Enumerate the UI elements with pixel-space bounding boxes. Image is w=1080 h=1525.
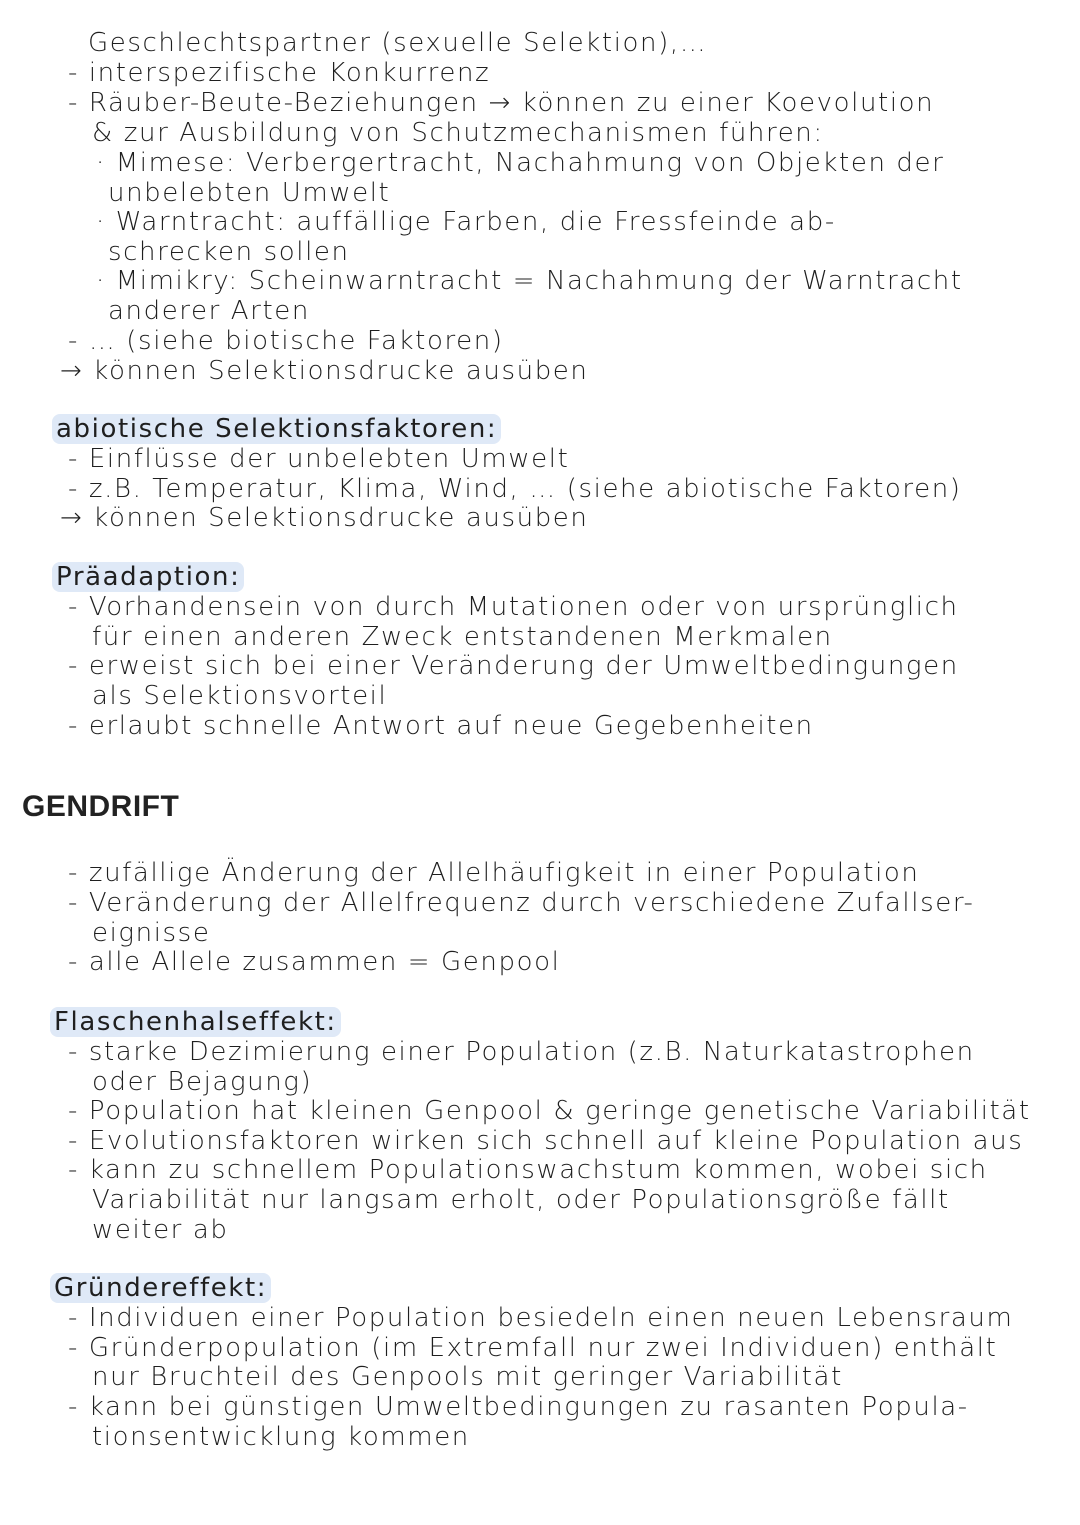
note-line: weiter ab — [92, 1215, 229, 1245]
subheading-highlighted: Flaschenhalseffekt: — [50, 1007, 341, 1037]
section-heading-gendrift: GENDRIFT — [22, 790, 180, 823]
note-line: & zur Ausbildung von Schutzmechanismen führen: — [92, 118, 824, 148]
note-line: - Veränderung der Allelfrequenz durch verschiedene Zufallser- — [68, 888, 975, 918]
note-line: → können Selektionsdrucke ausüben — [60, 503, 589, 533]
note-line: - zufällige Änderung der Allelhäufigkeit in einer Population — [68, 858, 920, 888]
note-line: Variabilität nur langsam erholt, oder Populationsgröße fällt — [92, 1185, 950, 1215]
note-line: - Räuber-Beute-Beziehungen → können zu einer Koevolution — [68, 88, 935, 118]
note-line: - starke Dezimierung einer Population (z.B. Naturkatastrophen — [68, 1037, 975, 1067]
note-line: - kann zu schnellem Populationswachstum kommen, wobei sich — [68, 1155, 988, 1185]
note-line: Geschlechtspartner (sexuelle Selektion),… — [88, 28, 708, 58]
note-line: für einen anderen Zweck entstandenen Merkmalen — [92, 622, 833, 652]
note-line: - erweist sich bei einer Veränderung der Umweltbedingungen — [68, 651, 959, 681]
subheading-highlighted: abiotische Selektionsfaktoren: — [52, 414, 501, 444]
note-line: - alle Allele zusammen = Genpool — [68, 947, 561, 977]
note-line: schrecken sollen — [108, 237, 350, 267]
note-line: - kann bei günstigen Umweltbedingungen zu rasanten Popula- — [68, 1392, 969, 1422]
subheading-highlighted: Präadaption: — [52, 562, 244, 592]
note-line: · Mimikry: Scheinwarntracht = Nachahmung der Warntracht — [96, 266, 963, 296]
note-line: - … (siehe biotische Faktoren) — [68, 326, 504, 356]
note-line: - interspezifische Konkurrenz — [68, 58, 491, 88]
note-line: · Mimese: Verbergertracht, Nachahmung von Objekten der — [96, 148, 945, 178]
note-line: - Vorhandensein von durch Mutationen oder von ursprünglich — [68, 592, 959, 622]
note-line: · Warntracht: auffällige Farben, die Fressfeinde ab- — [96, 207, 836, 237]
note-line: - z.B. Temperatur, Klima, Wind, … (siehe abiotische Faktoren) — [68, 474, 962, 504]
note-line: - erlaubt schnelle Antwort auf neue Gegebenheiten — [68, 711, 814, 741]
note-line: - Individuen einer Population besiedeln einen neuen Lebensraum — [68, 1303, 1014, 1333]
subheading-highlighted: Gründereffekt: — [50, 1273, 271, 1303]
note-line: unbelebten Umwelt — [108, 178, 391, 208]
note-line: oder Bejagung) — [92, 1067, 313, 1097]
note-line: anderer Arten — [108, 296, 310, 326]
note-line: nur Bruchteil des Genpools mit geringer Variabilität — [92, 1362, 843, 1392]
note-line: → können Selektionsdrucke ausüben — [60, 356, 589, 386]
note-line: - Einflüsse der unbelebten Umwelt — [68, 444, 570, 474]
note-line: - Population hat kleinen Genpool & geringe genetische Variabilität — [68, 1096, 1031, 1126]
note-line: eignisse — [92, 918, 211, 948]
note-line: tionsentwicklung kommen — [92, 1422, 470, 1452]
note-line: als Selektionsvorteil — [92, 681, 388, 711]
note-line: - Gründerpopulation (im Extremfall nur zwei Individuen) enthält — [68, 1333, 998, 1363]
note-line: - Evolutionsfaktoren wirken sich schnell auf kleine Population aus — [68, 1126, 1024, 1156]
